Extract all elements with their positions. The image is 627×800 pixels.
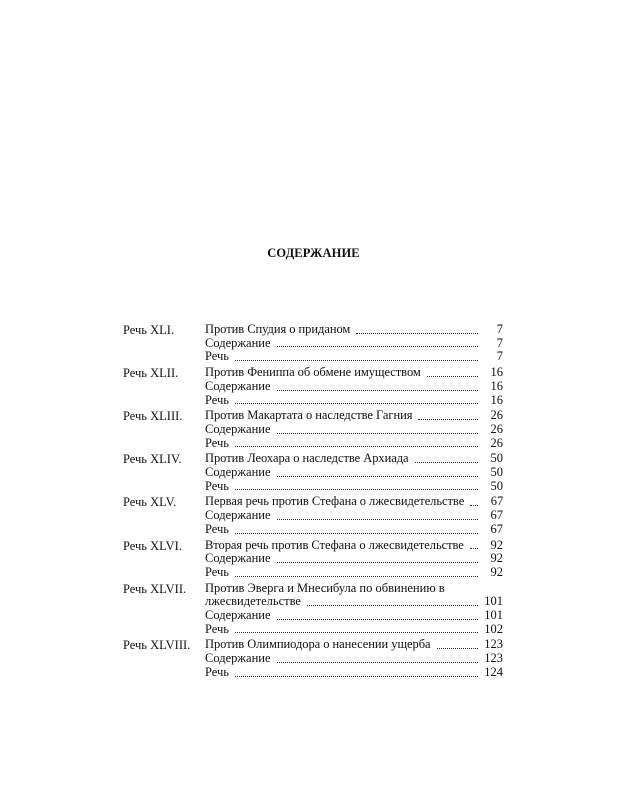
entry-text: Против Эверга и Мнесибула по обвинению в bbox=[205, 580, 445, 595]
dot-leader bbox=[277, 562, 479, 563]
toc-section bbox=[123, 539, 503, 580]
dot-leader bbox=[356, 333, 478, 334]
toc-entry-summary[interactable] bbox=[205, 509, 503, 523]
toc-entry-speech[interactable] bbox=[205, 350, 503, 364]
dot-leader bbox=[307, 605, 478, 606]
toc-entry-speech[interactable] bbox=[205, 566, 503, 580]
page-number: 26 bbox=[490, 421, 503, 436]
toc-entry-title[interactable] bbox=[205, 539, 503, 553]
entry-text: Против Спудия о приданом bbox=[205, 322, 351, 336]
toc-entry-summary[interactable] bbox=[205, 466, 503, 480]
entry-text: Содержание bbox=[205, 465, 271, 480]
entry-text: Против Олимпиодора о нанесении ущерба bbox=[205, 637, 431, 652]
page-number: 50 bbox=[490, 451, 503, 466]
dot-leader bbox=[437, 648, 478, 649]
toc-entry-speech[interactable] bbox=[205, 394, 503, 408]
entry-text: Речь bbox=[205, 664, 230, 679]
dot-leader bbox=[235, 533, 478, 534]
toc-section bbox=[123, 582, 503, 637]
page-title: СОДЕРЖАНИЕ bbox=[267, 246, 360, 260]
toc-entry-speech[interactable] bbox=[205, 437, 503, 451]
entry-text: Содержание bbox=[205, 551, 271, 566]
toc-section bbox=[123, 409, 503, 450]
page-number: 50 bbox=[490, 465, 503, 480]
toc-entry-speech[interactable] bbox=[205, 623, 503, 637]
page-number: 16 bbox=[490, 365, 503, 380]
toc-entry-title[interactable] bbox=[205, 582, 503, 609]
dot-leader bbox=[277, 390, 479, 391]
toc-entry-summary[interactable] bbox=[205, 380, 503, 394]
speech-number: Речь XLV. bbox=[123, 495, 177, 510]
toc-entry-summary[interactable] bbox=[205, 552, 503, 566]
page-number: 67 bbox=[490, 508, 503, 523]
dot-leader bbox=[418, 419, 478, 420]
page-number: 101 bbox=[484, 594, 503, 609]
toc-section bbox=[123, 495, 503, 536]
entry-text: Против Макартата о наследстве Гагния bbox=[205, 408, 413, 423]
dot-leader bbox=[235, 403, 478, 404]
dot-leader bbox=[470, 548, 478, 549]
toc-section bbox=[123, 323, 503, 364]
entry-text: Содержание bbox=[205, 378, 271, 393]
entry-text: Первая речь против Стефана о лжесвидетельстве bbox=[205, 494, 465, 509]
page-number: 26 bbox=[490, 435, 503, 450]
page-number: 123 bbox=[484, 637, 503, 652]
speech-number: Речь XLIV. bbox=[123, 452, 182, 467]
entry-text: Содержание bbox=[205, 508, 271, 523]
entry-text: Содержание bbox=[205, 421, 271, 436]
page-number: 7 bbox=[496, 322, 503, 336]
dot-leader bbox=[235, 360, 478, 361]
dot-leader bbox=[235, 676, 478, 677]
page-number: 67 bbox=[490, 494, 504, 509]
toc-entry-title[interactable] bbox=[205, 452, 503, 466]
entry-text: Речь bbox=[205, 521, 230, 536]
speech-number: Речь XLVIII. bbox=[123, 638, 191, 653]
entry-text: Против Леохара о наследстве Архиада bbox=[205, 451, 409, 466]
page-number: 7 bbox=[496, 335, 503, 350]
entry-text: Содержание bbox=[205, 608, 271, 623]
page-number: 92 bbox=[490, 564, 503, 579]
toc-entry-title[interactable] bbox=[205, 366, 503, 380]
toc-entry-speech[interactable] bbox=[205, 666, 503, 680]
dot-leader bbox=[277, 476, 479, 477]
dot-leader bbox=[277, 346, 479, 347]
entry-text: Против Фениппа об обмене имуществом bbox=[205, 365, 421, 380]
entry-text: Содержание bbox=[205, 651, 271, 666]
toc-entry-title[interactable] bbox=[205, 638, 503, 652]
entry-text: Речь bbox=[205, 435, 230, 450]
entry-text: Речь bbox=[205, 621, 230, 636]
toc-entry-title[interactable] bbox=[205, 323, 503, 337]
dot-leader bbox=[427, 376, 478, 377]
toc-section bbox=[123, 452, 503, 493]
dot-leader bbox=[277, 519, 479, 520]
toc-entry-speech[interactable] bbox=[205, 523, 503, 537]
dot-leader bbox=[235, 489, 478, 490]
page-number: 101 bbox=[484, 608, 503, 623]
entry-text: Вторая речь против Стефана о лжесвидетельстве bbox=[205, 537, 464, 552]
dot-leader bbox=[235, 576, 478, 577]
dot-leader bbox=[277, 619, 479, 620]
toc-entry-summary[interactable] bbox=[205, 609, 503, 623]
page-number: 7 bbox=[496, 349, 503, 364]
speech-number: Речь XLII. bbox=[123, 366, 179, 381]
speech-number: Речь XLVI. bbox=[123, 538, 182, 553]
page-number: 26 bbox=[490, 408, 503, 423]
dot-leader bbox=[470, 505, 478, 506]
entry-text: Речь bbox=[205, 349, 230, 364]
page-number: 50 bbox=[490, 478, 503, 493]
dot-leader bbox=[235, 632, 478, 633]
entry-text: Речь bbox=[205, 392, 230, 407]
entry-text: Речь bbox=[205, 478, 230, 493]
entry-text-continued: лжесвидетельстве bbox=[205, 594, 301, 609]
dot-leader bbox=[415, 462, 478, 463]
toc-entry-summary[interactable] bbox=[205, 423, 503, 437]
entry-text: Содержание bbox=[205, 335, 271, 350]
toc-entry-title[interactable] bbox=[205, 495, 503, 509]
page-number: 92 bbox=[490, 551, 503, 566]
toc-entry-summary[interactable] bbox=[205, 652, 503, 666]
toc-section bbox=[123, 366, 503, 407]
dot-leader bbox=[235, 446, 478, 447]
speech-number: Речь XLI. bbox=[123, 323, 175, 337]
page-number: 123 bbox=[484, 651, 503, 666]
page-number: 16 bbox=[490, 378, 503, 393]
dot-leader bbox=[277, 662, 479, 663]
toc-entry-summary[interactable] bbox=[205, 337, 503, 351]
toc-section bbox=[123, 638, 503, 679]
page-number: 67 bbox=[490, 521, 503, 536]
page-number: 92 bbox=[490, 537, 503, 552]
entry-text: Речь bbox=[205, 564, 230, 579]
page-number: 102 bbox=[484, 621, 503, 636]
dot-leader bbox=[277, 433, 479, 434]
toc-entry-speech[interactable] bbox=[205, 480, 503, 494]
page-number: 124 bbox=[484, 664, 503, 679]
speech-number: Речь XLIII. bbox=[123, 409, 183, 424]
page-number: 16 bbox=[490, 392, 503, 407]
speech-number: Речь XLVII. bbox=[123, 581, 187, 596]
table-of-contents bbox=[123, 323, 503, 682]
toc-entry-title[interactable] bbox=[205, 409, 503, 423]
